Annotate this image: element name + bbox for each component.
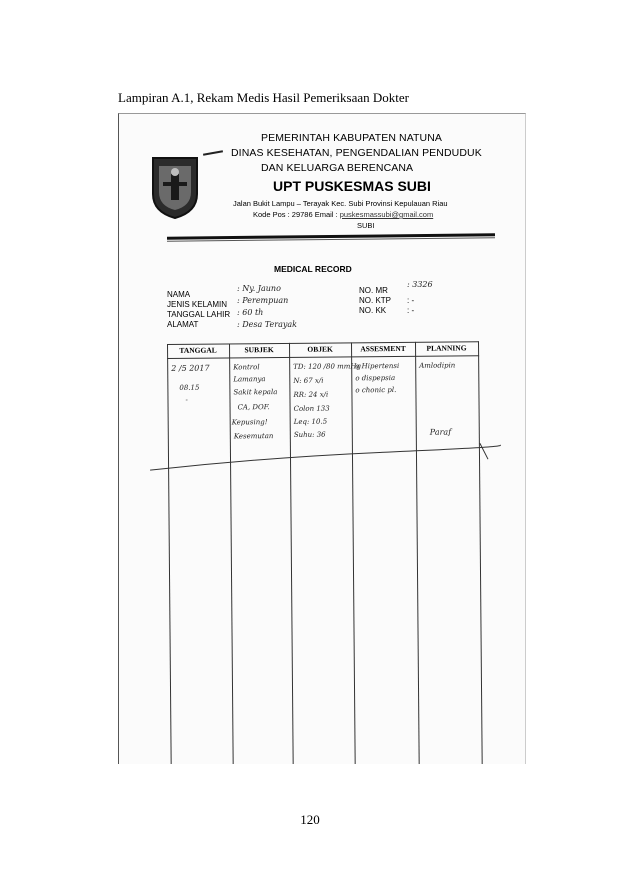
cell-planning-signature: Paraf [429, 427, 452, 437]
label-jenis-kelamin: JENIS KELAMIN [167, 300, 228, 309]
header-tanggal: TANGGAL [179, 345, 217, 355]
col-line [415, 342, 420, 764]
col-line [167, 344, 172, 764]
cell-subjek: Kesemutan [233, 432, 274, 441]
value-no-ktp: : - [407, 296, 415, 305]
record-table [167, 341, 483, 764]
col-line [229, 343, 234, 764]
cell-subjek: Kepusing! [231, 418, 268, 427]
value-tanggal-lahir: : 60 th [237, 308, 264, 317]
value-no-mr: : 3326 [407, 280, 433, 289]
value-alamat: : Desa Terayak [237, 320, 297, 329]
form-title: MEDICAL RECORD [274, 264, 352, 274]
scanned-medical-record [118, 113, 526, 764]
value-no-kk: : - [407, 306, 415, 315]
letterhead-line-3: DAN KELUARGA BERENCANA [261, 162, 414, 174]
cell-planning: Amlodipin [419, 361, 456, 370]
postal-text: Kode Pos : 29786 Email : [253, 210, 340, 219]
cell-tanggal: 2 /5 2017 [171, 363, 210, 373]
value-nama: : Ny. Jauno [237, 284, 281, 293]
cell-objek: Suhu: 36 [293, 430, 326, 439]
label-no-kk: NO. KK [359, 306, 387, 315]
label-no-mr: NO. MR [359, 286, 388, 295]
header-subjek: SUBJEK [244, 345, 274, 355]
cell-tanggal: 08.15 [179, 383, 200, 392]
cell-assesment: o chonic pl. [355, 386, 397, 395]
cell-subjek: CA, DOF. [237, 403, 270, 412]
col-line [351, 342, 356, 764]
label-alamat: ALAMAT [167, 320, 199, 329]
cell-objek: N: 67 x/i [293, 376, 324, 385]
figure-caption: Lampiran A.1, Rekam Medis Hasil Pemeriksaan Dokter [118, 90, 409, 105]
kabupaten-natuna-logo-icon [149, 154, 201, 220]
header-stroke [203, 150, 223, 155]
header-assesment: ASSESMENT [360, 343, 406, 354]
label-nama: NAMA [167, 290, 191, 299]
letterhead-postal [253, 210, 433, 219]
letterhead-address: Jalan Bukit Lampu – Terayak Kec. Subi Provinsi Kepulauan Riau [233, 199, 448, 208]
cell-objek: Colon 133 [293, 404, 330, 413]
label-no-ktp: NO. KTP [359, 296, 392, 305]
letterhead-title: UPT PUSKESMAS SUBI [273, 178, 431, 194]
email-link: puskesmassubi@gmail.com [339, 210, 434, 219]
cell-objek: Leq: 10.5 [293, 417, 328, 426]
cell-objek: TD: 120 /80 mmHg [293, 362, 362, 371]
col-line [478, 341, 483, 764]
handwritten-separator-line [148, 437, 508, 480]
label-tanggal-lahir: TANGGAL LAHIR [167, 310, 231, 319]
cell-tanggal: - [185, 395, 188, 404]
page-number: 120 [300, 812, 320, 827]
letterhead-city: SUBI [357, 221, 375, 230]
cell-assesment: o Hipertensi [355, 361, 400, 371]
cell-assesment: o dispepsia [355, 374, 396, 383]
cell-objek: RR: 24 x/i [293, 390, 329, 399]
header-planning: PLANNING [426, 343, 467, 353]
cell-subjek: Kontrol [233, 363, 260, 372]
header-objek: OBJEK [307, 344, 333, 354]
cell-subjek: Lamanya [233, 375, 266, 384]
letterhead-line-2: DINAS KESEHATAN, PENGENDALIAN PENDUDUK [231, 147, 482, 159]
cell-subjek: Sakit kepala [233, 388, 278, 397]
value-jenis-kelamin: : Perempuan [237, 296, 289, 305]
letterhead-line-1: PEMERINTAH KABUPATEN NATUNA [261, 132, 443, 144]
